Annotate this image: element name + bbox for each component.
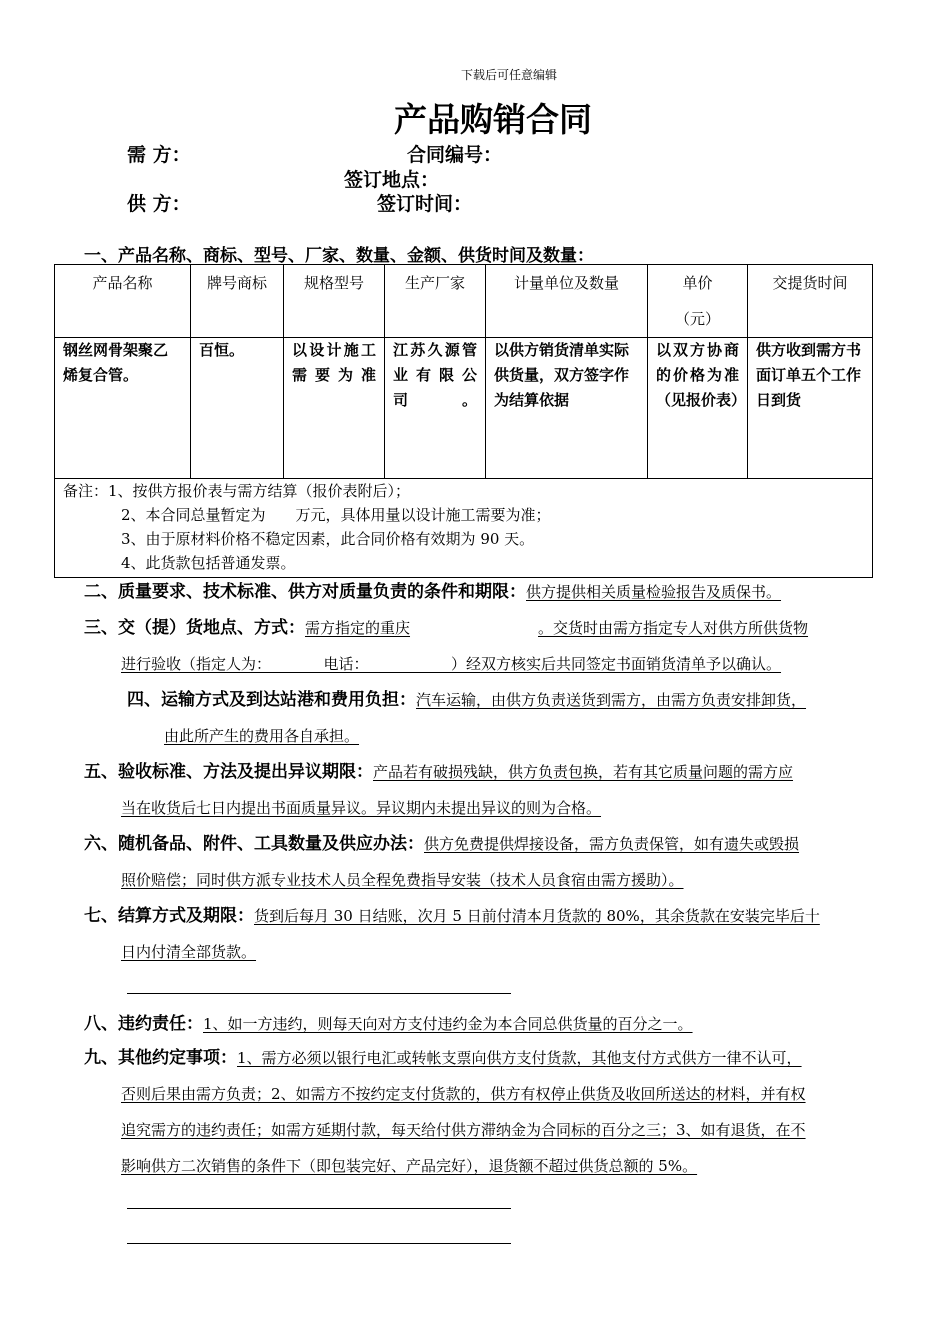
note-line: 2、本合同总量暂定为 万元，具体用量以设计施工需要为准； <box>121 506 551 524</box>
buyer-label: 需 方： <box>127 144 191 166</box>
note-line: 4、此货款包括普通发票。 <box>121 554 296 572</box>
section7 <box>84 898 820 934</box>
section9-cont <box>121 1148 737 1184</box>
section2 <box>84 574 894 610</box>
sign-place-label: 签订地点： <box>344 169 440 191</box>
section4 <box>127 682 806 718</box>
section9-heading: 九、其他约定事项： <box>84 1048 237 1068</box>
section6 <box>84 826 799 862</box>
contract-no-label: 合同编号： <box>407 144 503 166</box>
section3-heading: 三、交（提）货地点、方式： <box>84 618 305 638</box>
section3-text2: 。交货时由需方指定专人对供方所供货物 <box>538 619 809 637</box>
section9-text2: 否则后果由需方负责；2、如需方不按约定支付货款的，供方有权停止供货及收回所送达的材料，并有权 <box>121 1085 806 1103</box>
blank-line <box>127 1243 511 1244</box>
section9-text3: 追究需方的违约责任；如需方延期付款，每天给付供方滞纳金为合同标的百分之三；3、如有退货，在不 <box>121 1121 806 1139</box>
table-row <box>55 338 873 479</box>
section6-heading: 六、随机备品、附件、工具数量及供应办法： <box>84 834 424 854</box>
blank-line <box>127 993 511 994</box>
section6-text1: 供方免费提供焊接设备，需方负责保管，如有遗失或毁损 <box>424 835 800 853</box>
col-header: 计量单位及数量 <box>486 265 648 338</box>
col-header: 牌号商标 <box>191 265 284 338</box>
section5-cont <box>121 790 701 826</box>
notes-row <box>55 479 873 578</box>
section2-heading: 二、质量要求、技术标准、供方对质量负责的条件和期限： <box>84 582 526 602</box>
section8-text: 1、如一方违约，则每天向对方支付违约金为本合同总供货量的百分之一。 <box>203 1015 693 1033</box>
col-header-price <box>648 265 748 338</box>
section4-text2: 由此所产生的费用各自承担。 <box>164 727 360 745</box>
section9 <box>84 1040 802 1076</box>
section4-heading: 四、运输方式及到达站港和费用负担： <box>127 690 416 710</box>
section5 <box>84 754 793 790</box>
section5-heading: 五、验收标准、方法及提出异议期限： <box>84 762 373 782</box>
section7-text1: 货到后每月 30 日结账，次月 5 日前付清本月货款的 80%，其余货款在安装完毕后十 <box>254 907 820 925</box>
note-line: 3、由于原材料价格不稳定因素，此合同价格有效期为 90 天。 <box>121 530 535 548</box>
cell-price: 以双方协商的价格为准（见报价表） <box>648 338 748 479</box>
section3-cont <box>121 646 781 682</box>
col-header: 规格型号 <box>284 265 385 338</box>
section2-text: 供方提供相关质量检验报告及质保书。 <box>526 583 782 601</box>
price-label: 单价 <box>682 274 713 292</box>
product-table <box>54 264 873 578</box>
header-note: 下载后可任意编辑 <box>460 68 557 82</box>
seller-label: 供 方： <box>127 193 191 215</box>
section3 <box>84 610 894 646</box>
section6-cont <box>121 862 684 898</box>
section1-heading: 一、产品名称、商标、型号、厂家、数量、金额、供货时间及数量： <box>84 246 594 266</box>
col-header: 产品名称 <box>55 265 191 338</box>
section7-heading: 七、结算方式及期限： <box>84 906 254 926</box>
cell-product-name: 钢丝网骨架聚乙烯复合管。 <box>55 338 191 479</box>
section5-text1: 产品若有破损残缺，供方负责包换，若有其它质量问题的需方应 <box>373 763 794 781</box>
cell-brand: 百恒。 <box>191 338 284 479</box>
col-header: 生产厂家 <box>385 265 486 338</box>
cell-delivery: 供方收到需方书面订单五个工作日到货 <box>748 338 873 479</box>
cell-model: 以设计施工需要为准 <box>284 338 385 479</box>
document-title: 产品购销合同 <box>394 100 592 139</box>
section9-text4: 影响供方二次销售的条件下（即包装完好、产品完好），退货额不超过供货总额的 5%。 <box>121 1157 698 1175</box>
section8-heading: 八、违约责任： <box>84 1014 203 1034</box>
cell-maker: 江苏久源管业有限公司。 <box>385 338 486 479</box>
sign-time-label: 签订时间： <box>377 193 473 215</box>
section9-text1: 1、需方必须以银行电汇或转帐支票向供方支付货款，其他支付方式供方一律不认可， <box>237 1049 802 1067</box>
price-unit: （元） <box>674 310 720 328</box>
section4-text1: 汽车运输，由供方负责送货到需方，由需方负责安排卸货， <box>416 691 807 709</box>
section3-text3: 进行验收（指定人为： 电话： ）经双方核实后共同签定书面销货清单予以确认。 <box>121 655 782 673</box>
section4-cont <box>164 718 359 754</box>
notes-cell <box>55 479 873 578</box>
section6-text2: 照价赔偿；同时供方派专业技术人员全程免费指导安装（技术人员食宿由需方援助）。 <box>121 871 684 889</box>
section3-text1: 需方指定的重庆 <box>305 619 411 637</box>
note-line: 备注：1、按供方报价表与需方结算（报价表附后）； <box>63 482 411 500</box>
section7-text2: 日内付清全部货款。 <box>121 943 257 961</box>
section9-cont <box>121 1076 806 1112</box>
table-header-row <box>55 265 873 338</box>
blank-line <box>127 1208 511 1209</box>
section5-text2: 当在收货后七日内提出书面质量异议。异议期内未提出异议的则为合格。 <box>121 799 602 817</box>
cell-quantity: 以供方销货清单实际供货量，双方签字作为结算依据 <box>486 338 648 479</box>
section8 <box>84 1006 741 1042</box>
section7-cont <box>121 934 596 970</box>
section9-cont <box>121 1112 806 1148</box>
col-header: 交提货时间 <box>748 265 873 338</box>
